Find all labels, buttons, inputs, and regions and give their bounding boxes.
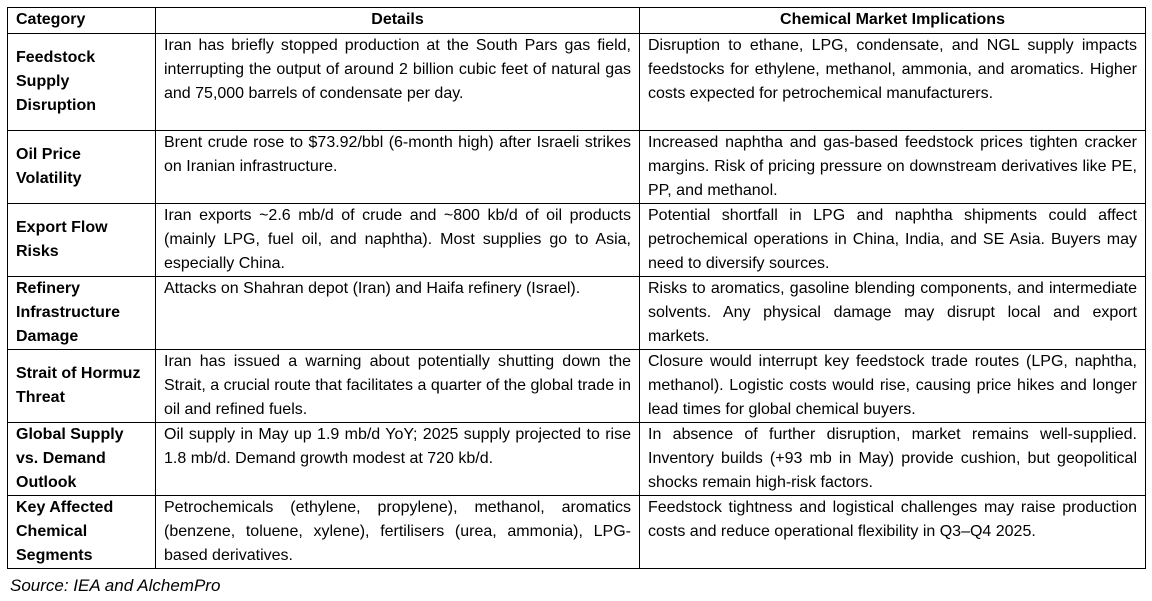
row-implications: Potential shortfall in LPG and naphtha shipments could affect petrochemical operations in China, India, and SE Asia. Buyers may need to diversify sources. (640, 204, 1146, 277)
table-row (8, 204, 1146, 277)
market-impact-table (7, 7, 1146, 569)
document-container (7, 7, 1145, 597)
table-row (8, 131, 1146, 204)
row-implications: Closure would interrupt key feedstock trade routes (LPG, naphtha, methanol). Logistic costs would rise, causing price hikes and longer lead times for global chemical buyers. (640, 350, 1146, 423)
row-implications: Disruption to ethane, LPG, condensate, and NGL supply impacts feedstocks for ethylene, methanol, ammonia, and aromatics. Higher costs expected for petrochemical manufacturers. (640, 34, 1146, 131)
table-row (8, 350, 1146, 423)
row-category: Global Supply vs. Demand Outlook (8, 423, 156, 496)
row-details: Brent crude rose to $73.92/bbl (6-month high) after Israeli strikes on Iranian infrastructure. (156, 131, 640, 204)
row-implications: In absence of further disruption, market remains well-supplied. Inventory builds (+93 mb in May) provide cushion, but geopolitical shocks remain high-risk factors. (640, 423, 1146, 496)
source-note: Source: IEA and AlchemPro (10, 576, 221, 595)
table-row (8, 496, 1146, 569)
table-header-row (8, 8, 1146, 34)
row-category: Key Affected Chemical Segments (8, 496, 156, 569)
header-details: Details (156, 8, 640, 34)
row-implications: Risks to aromatics, gasoline blending components, and intermediate solvents. Any physical damage may disrupt local and export markets. (640, 277, 1146, 350)
header-implications: Chemical Market Implications (640, 8, 1146, 34)
row-details: Iran has issued a warning about potentially shutting down the Strait, a crucial route that facilitates a quarter of the global trade in oil and refined fuels. (156, 350, 640, 423)
row-details: Iran exports ~2.6 mb/d of crude and ~800 kb/d of oil products (mainly LPG, fuel oil, and naphtha). Most supplies go to Asia, especially China. (156, 204, 640, 277)
table-row (8, 34, 1146, 131)
row-details: Attacks on Shahran depot (Iran) and Haifa refinery (Israel). (156, 277, 640, 350)
row-category: Feedstock Supply Disruption (8, 34, 156, 131)
row-category: Refinery Infrastructure Damage (8, 277, 156, 350)
row-implications: Feedstock tightness and logistical challenges may raise production costs and reduce operational flexibility in Q3–Q4 2025. (640, 496, 1146, 569)
row-details: Oil supply in May up 1.9 mb/d YoY; 2025 supply projected to rise 1.8 mb/d. Demand growth modest at 720 kb/d. (156, 423, 640, 496)
header-category: Category (8, 8, 156, 34)
table-row (8, 423, 1146, 496)
table-row (8, 277, 1146, 350)
row-details: Iran has briefly stopped production at the South Pars gas field, interrupting the output of around 2 billion cubic feet of natural gas and 75,000 barrels of condensate per day. (156, 34, 640, 131)
row-category: Export Flow Risks (8, 204, 156, 277)
row-details: Petrochemicals (ethylene, propylene), methanol, aromatics (benzene, toluene, xylene), fertilisers (urea, ammonia), LPG-based derivatives. (156, 496, 640, 569)
row-implications: Increased naphtha and gas-based feedstock prices tighten cracker margins. Risk of pricing pressure on downstream derivatives like PE, PP, and methanol. (640, 131, 1146, 204)
row-category: Strait of Hormuz Threat (8, 350, 156, 423)
row-category: Oil Price Volatility (8, 131, 156, 204)
